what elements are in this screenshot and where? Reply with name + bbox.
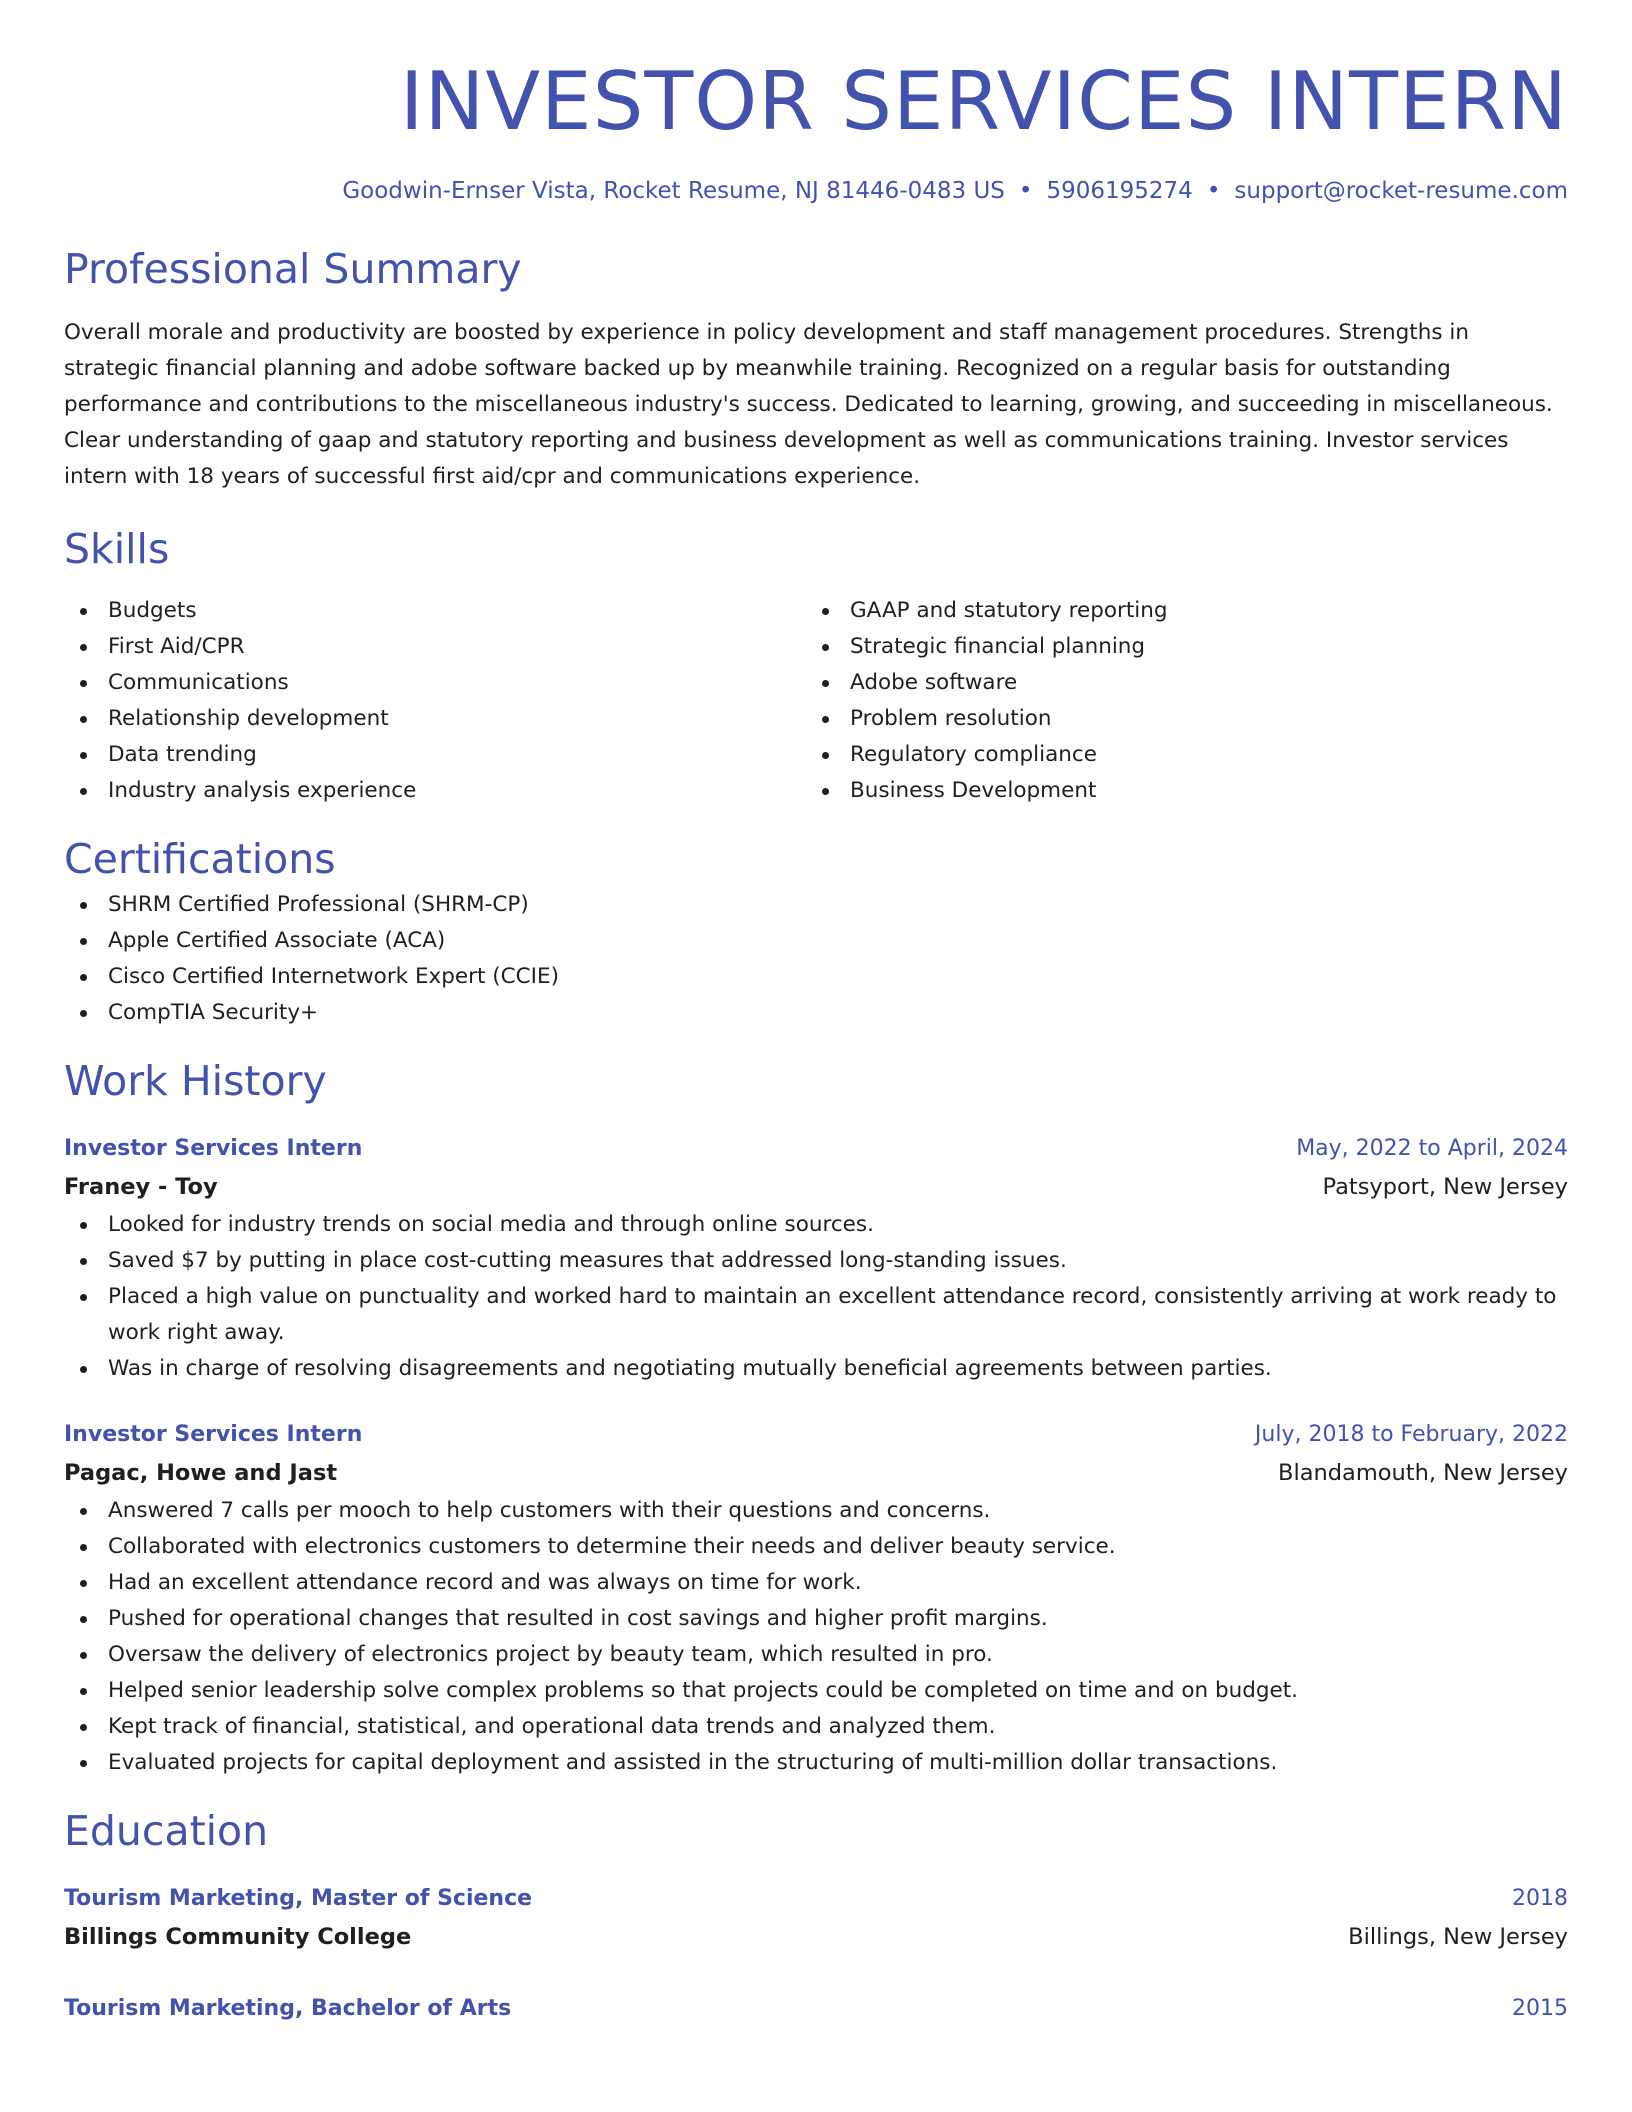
skill-item: GAAP and statutory reporting [806, 593, 1548, 629]
summary-text: Overall morale and productivity are boosted by experience in policy development and staff management procedures. Strengths in strategic financial planning and adobe software backed up by meanwhile training. Recognized on a regular basis for outstanding performance and contributions to the miscellaneous industry's success. Dedicated to learning, growing, and succeeding in miscellaneous. Clear understanding of gaap and statutory reporting and business development as well as communications training. Investor services intern with 18 years of successful first aid/cpr and communications experience. [64, 320, 1553, 489]
job-bullet: Looked for industry trends on social media and through online sources. [64, 1207, 1568, 1243]
skills-list-right [806, 593, 1548, 809]
job-bullet: Was in charge of resolving disagreements and negotiating mutually beneficial agreements between parties. [64, 1351, 1568, 1387]
job-bullet: Saved $7 by putting in place cost-cutting measures that addressed long-standing issues. [64, 1243, 1568, 1279]
skill-item: Industry analysis experience [64, 773, 806, 809]
job-bullet: Oversaw the delivery of electronics project by beauty team, which resulted in pro. [64, 1637, 1568, 1673]
education-degree-row [64, 1991, 1568, 2027]
certification-item: Apple Certified Associate (ACA) [64, 923, 1568, 959]
contact-address: Goodwin-Ernser Vista, Rocket Resume, NJ 81446-0483 US [342, 178, 1005, 204]
education-year: 2018 [1512, 1886, 1568, 1911]
skill-item: Regulatory compliance [806, 737, 1548, 773]
job-bullet: Kept track of financial, statistical, and operational data trends and analyzed them. [64, 1709, 1568, 1745]
skill-item: Budgets [64, 593, 806, 629]
skill-item: First Aid/CPR [64, 629, 806, 665]
skill-item: Business Development [806, 773, 1548, 809]
job-company-row [64, 1453, 1568, 1493]
work-history-heading: Work History [64, 1057, 327, 1105]
education-location: Billings, New Jersey [1348, 1924, 1568, 1950]
job-bullet: Placed a high value on punctuality and worked hard to maintain an excellent attendance record, consistently arriving at work ready to work right away. [64, 1279, 1568, 1351]
education-entry [64, 1881, 1568, 1957]
contact-separator: • [1018, 178, 1033, 204]
skills-list-left [64, 593, 806, 809]
job-entry [64, 1417, 1568, 1781]
certification-item: Cisco Certified Internetwork Expert (CCIE) [64, 959, 1568, 995]
candidate-title: INVESTOR SERVICES INTERN [399, 55, 1568, 148]
job-entry [64, 1131, 1568, 1387]
job-bullet: Evaluated projects for capital deployment and assisted in the structuring of multi-million dollar transactions. [64, 1745, 1568, 1781]
job-bullet: Collaborated with electronics customers to determine their needs and deliver beauty service. [64, 1529, 1568, 1565]
skill-item: Data trending [64, 737, 806, 773]
job-location: Blandamouth, New Jersey [1278, 1460, 1568, 1486]
contact-email[interactable]: support@rocket-resume.com [1234, 178, 1568, 204]
job-location: Patsyport, New Jersey [1322, 1174, 1568, 1200]
education-degree-row [64, 1881, 1568, 1917]
certifications-heading: Certifications [64, 835, 336, 883]
summary-heading: Professional Summary [64, 245, 522, 293]
skill-item: Problem resolution [806, 701, 1548, 737]
skills-grid [64, 593, 1568, 809]
job-dates: July, 2018 to February, 2022 [1254, 1422, 1568, 1447]
contact-phone: 5906195274 [1046, 178, 1193, 204]
job-company-row [64, 1167, 1568, 1207]
job-bullet: Had an excellent attendance record and was always on time for work. [64, 1565, 1568, 1601]
education-school: Billings Community College [64, 1924, 412, 1950]
job-role: Investor Services Intern [64, 1136, 363, 1161]
job-company: Franey - Toy [64, 1174, 218, 1200]
resume-header [64, 0, 1568, 208]
education-degree: Tourism Marketing, Master of Science [64, 1886, 533, 1911]
education-year: 2015 [1512, 1996, 1568, 2021]
job-company: Pagac, Howe and Jast [64, 1460, 338, 1486]
job-bullet: Helped senior leadership solve complex problems so that projects could be completed on time and on budget. [64, 1673, 1568, 1709]
skills-heading: Skills [64, 525, 170, 573]
job-title-row [64, 1131, 1568, 1167]
job-dates: May, 2022 to April, 2024 [1296, 1136, 1568, 1161]
job-title-row [64, 1417, 1568, 1453]
education-heading: Education [64, 1807, 269, 1855]
skills-column-right [806, 593, 1548, 809]
certification-item: SHRM Certified Professional (SHRM-CP) [64, 887, 1568, 923]
education-degree: Tourism Marketing, Bachelor of Arts [64, 1996, 512, 2021]
skill-item: Communications [64, 665, 806, 701]
certification-item: CompTIA Security+ [64, 995, 1568, 1031]
contact-separator: • [1206, 178, 1221, 204]
job-bullets [64, 1207, 1568, 1387]
education-entry [64, 1991, 1568, 2027]
contact-line [64, 174, 1568, 208]
job-bullet: Answered 7 calls per mooch to help customers with their questions and concerns. [64, 1493, 1568, 1529]
job-role: Investor Services Intern [64, 1422, 363, 1447]
education-school-row [64, 1917, 1568, 1957]
skill-item: Strategic financial planning [806, 629, 1548, 665]
skill-item: Adobe software [806, 665, 1548, 701]
job-bullet: Pushed for operational changes that resulted in cost savings and higher profit margins. [64, 1601, 1568, 1637]
certifications-list [64, 887, 1568, 1031]
skills-column-left [64, 593, 806, 809]
skill-item: Relationship development [64, 701, 806, 737]
job-bullets [64, 1493, 1568, 1781]
